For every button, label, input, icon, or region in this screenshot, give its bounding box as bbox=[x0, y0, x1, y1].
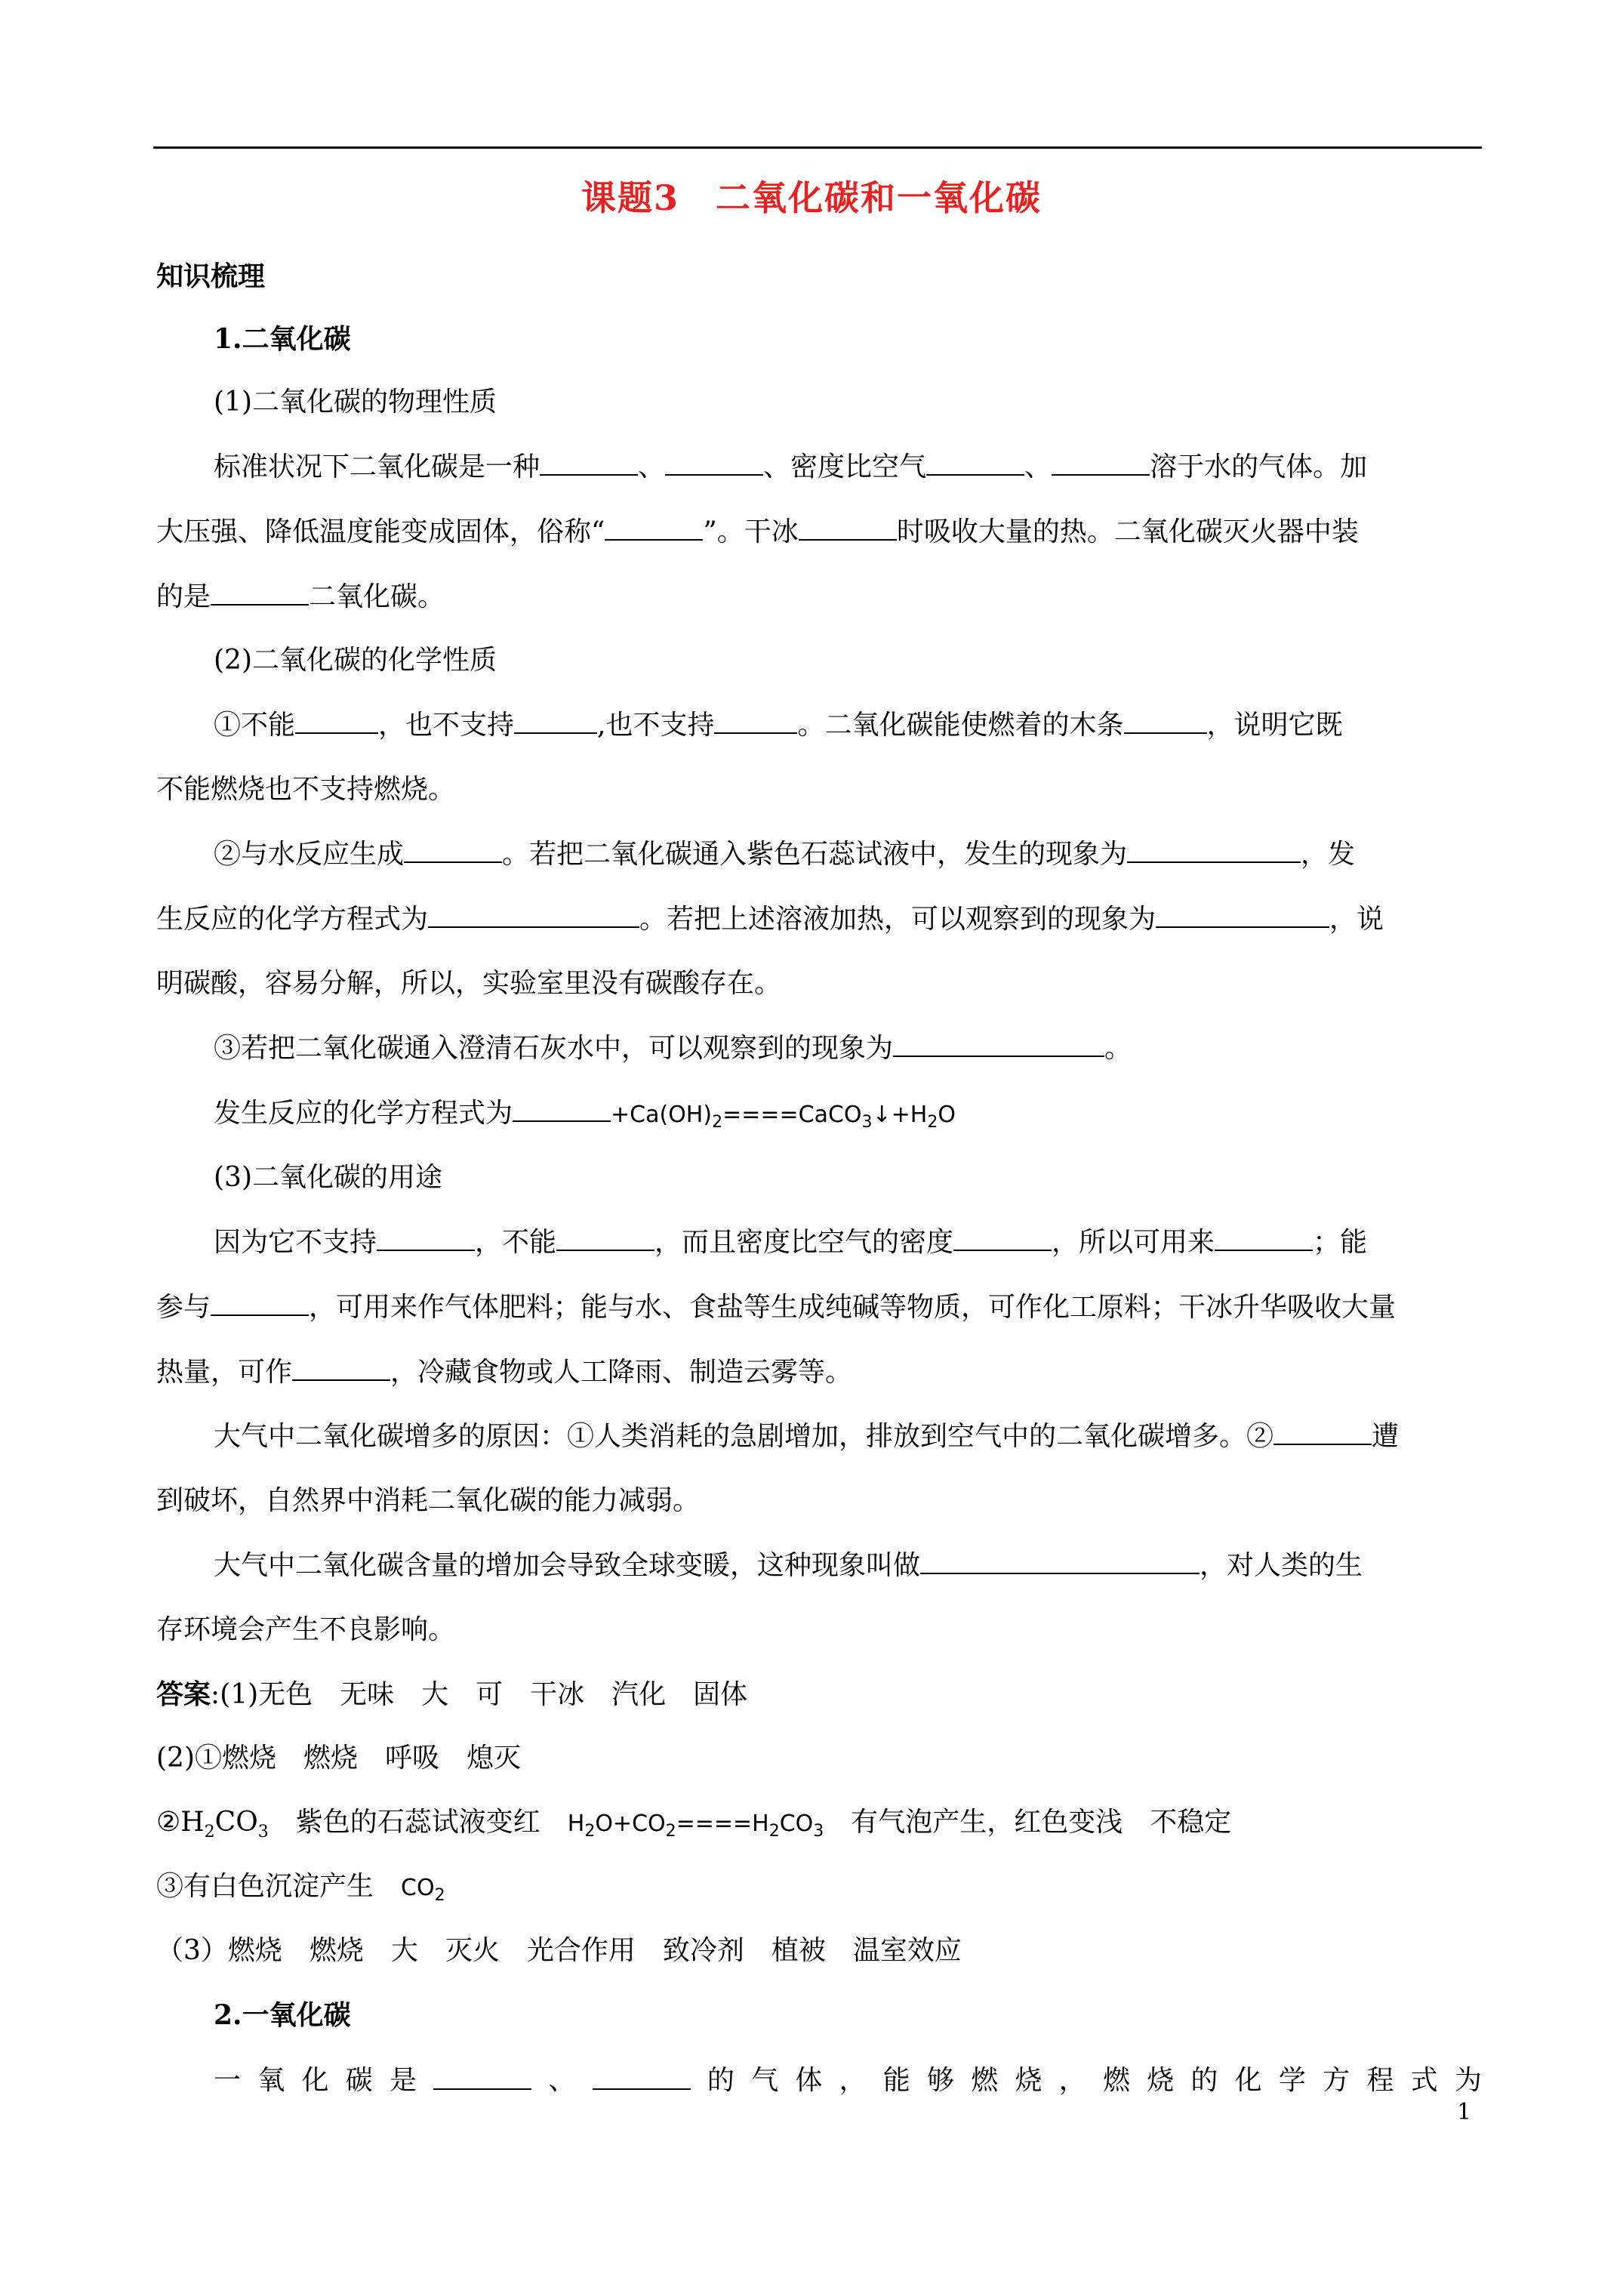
fill-blank[interactable] bbox=[714, 707, 797, 734]
equation-line: 发生反应的化学方程式为 $+Ca(OH)_2====CaCO_3↓+H_2O$ bbox=[214, 1095, 956, 1133]
answer-label: 答案 bbox=[156, 1678, 211, 1710]
page-number: 1 bbox=[1457, 2099, 1472, 2125]
paragraph-line: 到破坏，自然界中消耗二氧化碳的能力减弱。 bbox=[156, 1485, 701, 1516]
co-heading: 2.一氧化碳 bbox=[214, 1999, 351, 2031]
section-header: 知识梳理 bbox=[156, 260, 266, 292]
answer-line: (2)①燃烧 燃烧 呼吸 熄灭 bbox=[156, 1743, 521, 1774]
fill-blank[interactable] bbox=[556, 1224, 654, 1251]
paragraph-line: 大压强、降低温度能变成固体，俗称“ ”。干冰 时吸收大量的热。二氧化碳灭火器中装 bbox=[156, 513, 1359, 550]
fill-blank[interactable] bbox=[953, 1224, 1052, 1251]
fill-blank[interactable] bbox=[211, 578, 309, 606]
paragraph-line: 存环境会产生不良影响。 bbox=[156, 1614, 456, 1645]
fill-blank[interactable] bbox=[292, 1354, 390, 1381]
header-rule bbox=[153, 146, 1482, 149]
uses-heading: (3)二氧化碳的用途 bbox=[214, 1162, 442, 1193]
fill-blank[interactable] bbox=[1273, 1418, 1372, 1445]
fill-blank[interactable] bbox=[665, 448, 763, 476]
fill-blank[interactable] bbox=[433, 2063, 531, 2090]
answer-line: $②H_2CO_3$ 紫色的石蕊试液变红 $H_2O+CO_2====H_2CO_3$ 有气泡产生，红色变浅 不稳定 bbox=[156, 1807, 1232, 1842]
fill-blank[interactable] bbox=[926, 448, 1024, 476]
paragraph-line: ①不能 ，也不支持 ,也不支持 。二氧化碳能使燃着的木条 ，说明它既 bbox=[214, 707, 1343, 744]
fill-blank[interactable] bbox=[893, 1030, 1104, 1057]
paragraph-line: 参与 ，可用来作气体肥料；能与水、食盐等生成纯碱等物质，可作化工原料；干冰升华吸收大量 bbox=[156, 1289, 1396, 1326]
paragraph-line: 因为它不支持 ，不能 ，而且密度比空气的密度 ，所以可用来 ；能 bbox=[214, 1224, 1367, 1261]
answer-line: 答案:(1)无色 无味 大 可 干冰 汽化 固体 bbox=[156, 1678, 748, 1710]
fill-blank[interactable] bbox=[1052, 448, 1150, 476]
fill-blank[interactable] bbox=[404, 836, 502, 863]
fill-blank[interactable] bbox=[593, 2063, 691, 2090]
paragraph-line: 热量，可作 ，冷藏食物或人工降雨、制造云雾等。 bbox=[156, 1354, 852, 1391]
paragraph-line: 的是 二氧化碳。 bbox=[156, 578, 445, 615]
paragraph-line-justified: 一 氧 化 碳 是 、 的 气 体 ， 能 够 燃 烧 ， 燃 烧 的 化 学 方 程 式 为 bbox=[214, 2063, 1482, 2099]
paragraph-line: 大气中二氧化碳含量的增加会导致全球变暖，这种现象叫做 ，对人类的生 bbox=[214, 1547, 1363, 1584]
paragraph-line: 明碳酸，容易分解，所以，实验室里没有碳酸存在。 bbox=[156, 968, 782, 999]
fill-blank[interactable] bbox=[377, 1224, 475, 1251]
paragraph-line: 生反应的化学方程式为 。若把上述溶液加热，可以观察到的现象为 ，说 bbox=[156, 901, 1384, 938]
fill-blank[interactable] bbox=[1124, 707, 1207, 734]
page-title: 课题3 二氧化碳和一氧化碳 bbox=[581, 177, 1042, 218]
co2-heading: 1.二氧化碳 bbox=[214, 323, 351, 355]
fill-blank[interactable] bbox=[920, 1547, 1200, 1574]
fill-blank[interactable] bbox=[1215, 1224, 1313, 1251]
paragraph-line: 不能燃烧也不支持燃烧。 bbox=[156, 774, 456, 805]
fill-blank[interactable] bbox=[605, 513, 703, 541]
fill-blank[interactable] bbox=[211, 1289, 309, 1316]
paragraph-line: 标准状况下二氧化碳是一种 、 、密度比空气 、 溶于水的气体。加 bbox=[214, 448, 1367, 485]
fill-blank[interactable] bbox=[540, 448, 638, 476]
paragraph-line: ②与水反应生成 。若把二氧化碳通入紫色石蕊试液中，发生的现象为 ，发 bbox=[214, 836, 1355, 873]
physical-heading: (1)二氧化碳的物理性质 bbox=[214, 387, 497, 418]
chemical-equation: $+Ca(OH)_2====CaCO_3↓+H_2O$ bbox=[611, 1102, 956, 1132]
fill-blank[interactable] bbox=[428, 901, 639, 928]
fill-blank[interactable] bbox=[514, 707, 597, 734]
fill-blank[interactable] bbox=[1156, 901, 1329, 928]
fill-blank[interactable] bbox=[295, 707, 378, 734]
paragraph-line: ③若把二氧化碳通入澄清石灰水中，可以观察到的现象为 。 bbox=[214, 1030, 1132, 1067]
answer-line: （3）燃烧 燃烧 大 灭火 光合作用 致冷剂 植被 温室效应 bbox=[156, 1935, 962, 1966]
chemical-heading: (2)二氧化碳的化学性质 bbox=[214, 645, 497, 676]
answer-line: ③有白色沉淀产生 $CO_2$ bbox=[156, 1871, 445, 1905]
fill-blank[interactable] bbox=[513, 1095, 611, 1122]
fill-blank[interactable] bbox=[1127, 836, 1301, 863]
paragraph-line: 大气中二氧化碳增多的原因：①人类消耗的急剧增加，排放到空气中的二氧化碳增多。② 遭 bbox=[214, 1418, 1399, 1455]
fill-blank[interactable] bbox=[799, 513, 897, 541]
